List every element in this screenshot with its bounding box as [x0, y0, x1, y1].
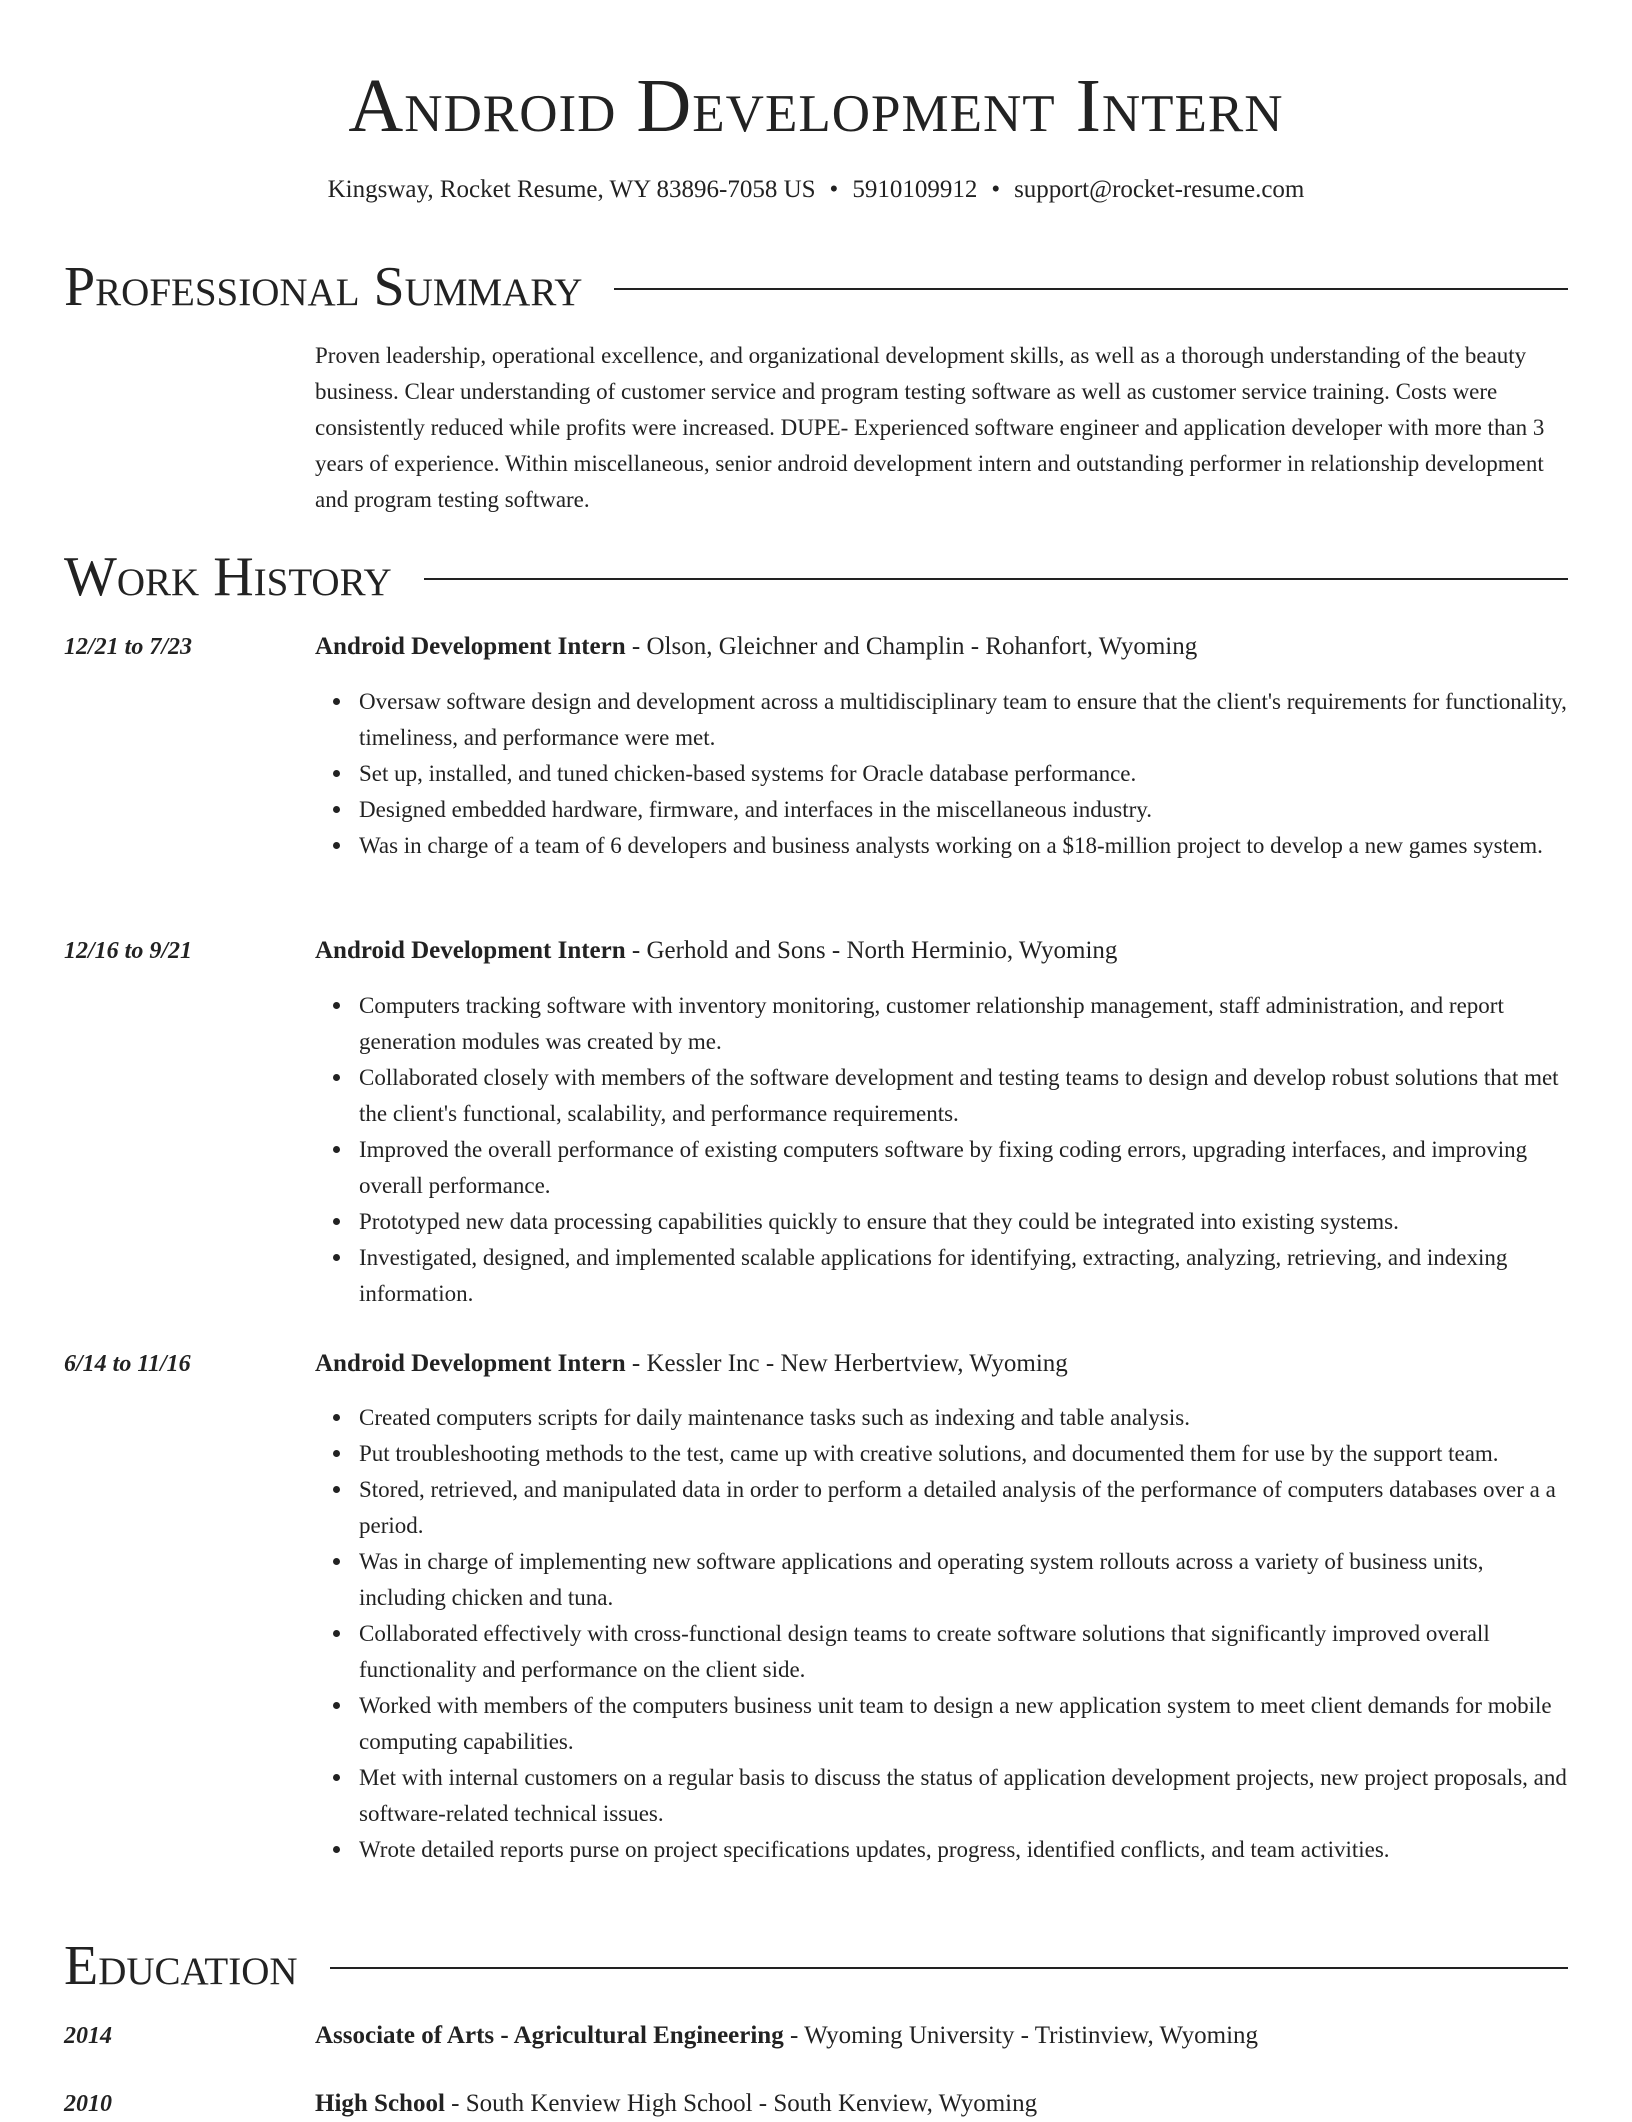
address: Kingsway, Rocket Resume, WY 83896-7058 US — [327, 176, 816, 203]
list-item: Investigated, designed, and implemented scalable applications for identifying, extracting, analyzing, retrieving, and indexing information. — [359, 1240, 1570, 1312]
job-title: Android Development Intern — [315, 633, 626, 660]
job-details: - Gerhold and Sons - North Herminio, Wyoming — [625, 937, 1118, 964]
section-rule — [614, 288, 1568, 290]
summary-text: Proven leadership, operational excellence, and organizational development skills, as well as a thorough understanding of the beauty business. Clear understanding of customer service and program testing software as well as customer service training. Costs were consistently reduced while profits were increased. DUPE- Experienced software engineer and application developer with more than 3 years of experience. Within miscellaneous, senior android development intern and outstanding performer in relationship development and program testing software. — [315, 343, 1545, 512]
job-dates: 6/14 to 11/16 — [64, 1351, 191, 1377]
job-title: Android Development Intern — [315, 937, 626, 964]
section-title: Professional Summary — [64, 256, 583, 318]
list-item: Collaborated effectively with cross-functional design teams to create software solutions that significantly improved overall functionality and performance on the client side. — [359, 1616, 1570, 1688]
email: support@rocket-resume.com — [1014, 176, 1305, 203]
job-details: - Olson, Gleichner and Champlin - Rohanfort, Wyoming — [625, 633, 1198, 660]
list-item: Oversaw software design and development across a multidisciplinary team to ensure that the client's requirements for functionality, timeliness, and performance were met. — [359, 684, 1570, 756]
job-details: - Kessler Inc - New Herbertview, Wyoming — [625, 1350, 1068, 1377]
list-item: Put troubleshooting methods to the test, came up with creative solutions, and documented them for use by the support team. — [359, 1436, 1570, 1472]
job-dates: 12/16 to 9/21 — [64, 938, 193, 964]
list-item: Computers tracking software with inventory monitoring, customer relationship management, staff administration, and report generation modules was created by me. — [359, 988, 1570, 1060]
separator-dot: • — [829, 176, 839, 203]
education-entry — [315, 2018, 1570, 2054]
list-item: Set up, installed, and tuned chicken-based systems for Oracle database performance. — [359, 756, 1570, 792]
section-rule — [330, 1967, 1568, 1969]
job-dates: 12/21 to 7/23 — [64, 634, 193, 660]
list-item: Created computers scripts for daily maintenance tasks such as indexing and table analysis. — [359, 1400, 1570, 1436]
list-item: Improved the overall performance of existing computers software by fixing coding errors, upgrading interfaces, and improving overall performance. — [359, 1132, 1570, 1204]
list-item: Collaborated closely with members of the software development and testing teams to design and develop robust solutions that met the client's functional, scalability, and performance requirements. — [359, 1060, 1570, 1132]
job-title: Android Development Intern — [315, 1350, 626, 1377]
list-item: Designed embedded hardware, firmware, and interfaces in the miscellaneous industry. — [359, 792, 1570, 828]
job-bullets — [315, 1400, 1570, 1868]
education-degree: Associate of Arts - Agricultural Engineering — [315, 2022, 784, 2049]
education-year: 2014 — [64, 2023, 112, 2049]
section-title: Work History — [64, 546, 392, 608]
phone: 5910109912 — [852, 176, 978, 203]
education-year: 2010 — [64, 2091, 112, 2117]
job-heading — [315, 629, 1570, 665]
education-details: - South Kenview High School - South Kenview, Wyoming — [444, 2090, 1038, 2117]
list-item: Stored, retrieved, and manipulated data in order to perform a detailed analysis of the performance of computers databases over a a period. — [359, 1472, 1570, 1544]
section-title: Education — [64, 1935, 298, 1997]
work-history-heading — [64, 545, 1568, 609]
job-bullets — [315, 684, 1570, 864]
job-heading — [315, 1346, 1570, 1382]
list-item: Met with internal customers on a regular basis to discuss the status of application development projects, new project proposals, and software-related technical issues. — [359, 1760, 1570, 1832]
education-entry — [315, 2086, 1570, 2122]
section-rule — [424, 578, 1568, 580]
job-bullets — [315, 988, 1570, 1312]
separator-dot: • — [991, 176, 1001, 203]
resume-title: Android Development Intern — [348, 64, 1284, 148]
education-degree: High School — [315, 2090, 445, 2117]
contact-line — [0, 172, 1632, 208]
job-heading — [315, 933, 1570, 969]
list-item: Worked with members of the computers business unit team to design a new application system to meet client demands for mobile computing capabilities. — [359, 1688, 1570, 1760]
education-heading — [64, 1934, 1568, 1998]
summary-heading — [64, 255, 1568, 319]
education-details: - Wyoming University - Tristinview, Wyoming — [783, 2022, 1259, 2049]
list-item: Was in charge of a team of 6 developers and business analysts working on a $18-million project to develop a new games system. — [359, 828, 1570, 864]
list-item: Was in charge of implementing new software applications and operating system rollouts across a variety of business units, including chicken and tuna. — [359, 1544, 1570, 1616]
list-item: Prototyped new data processing capabilities quickly to ensure that they could be integrated into existing systems. — [359, 1204, 1570, 1240]
list-item: Wrote detailed reports purse on project specifications updates, progress, identified conflicts, and team activities. — [359, 1832, 1570, 1868]
